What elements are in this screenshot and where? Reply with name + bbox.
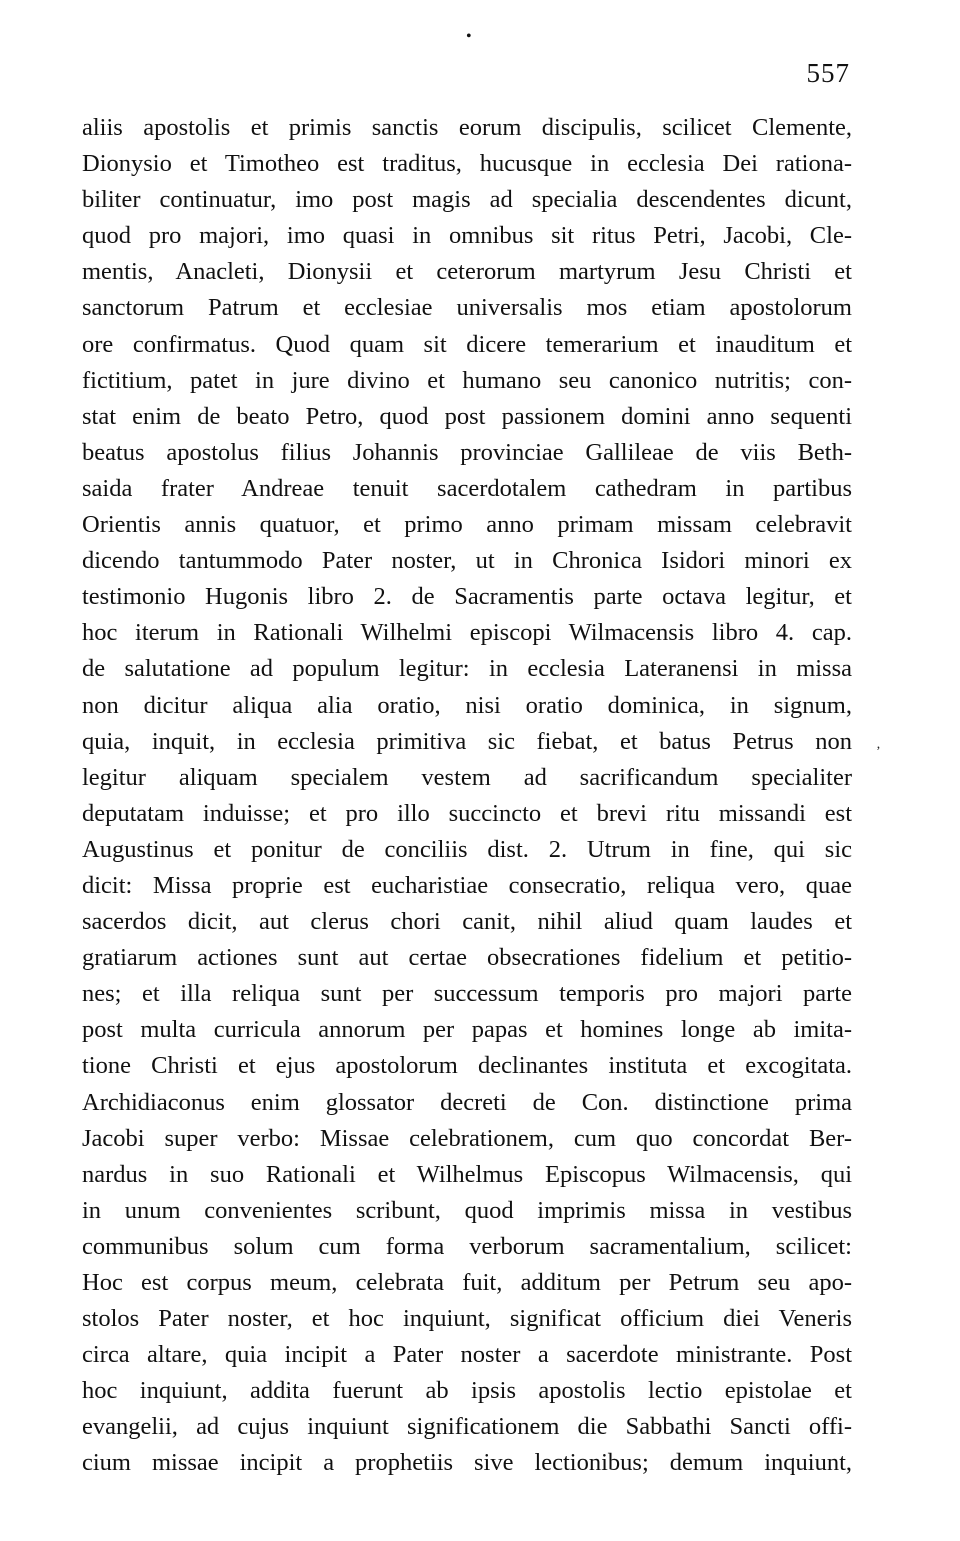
text-line: stat enim de beato Petro, quod post passionem domini anno sequenti <box>82 402 852 430</box>
text-line: quia, inquit, in ecclesia primitiva sic fiebat, et batus Petrus non <box>82 727 852 755</box>
text-line: de salutatione ad populum legitur: in ecclesia Lateranensi in missa <box>82 655 852 683</box>
text-line: ore confirmatus. Quod quam sit dicere temerarium et inauditum et <box>82 330 852 358</box>
text-line: testimonio Hugonis libro 2. de Sacramentis parte octava legitur, et <box>82 583 852 611</box>
text-line: fictitium, patet in jure divino et humano seu canonico nutritis; con- <box>82 366 852 394</box>
text-line: non dicitur aliqua alia oratio, nisi oratio dominica, in signum, <box>82 691 852 719</box>
text-line: legitur aliquam specialem vestem ad sacrificandum specialiter <box>82 763 852 791</box>
text-line: deputatam induisse; et pro illo succincto et brevi ritu missandi est <box>82 799 852 827</box>
text-line: Orientis annis quatuor, et primo anno primam missam celebravit <box>82 511 852 539</box>
text-line: aliis apostolis et primis sanctis eorum discipulis, scilicet Clemente, <box>82 114 852 141</box>
text-line: tione Christi et ejus apostolorum declinantes instituta et excogitata. <box>82 1052 852 1080</box>
text-line: communibus solum cum forma verborum sacramentalium, scilicet: <box>82 1232 852 1260</box>
text-line: Dionysio et Timotheo est traditus, hucusque in ecclesia Dei rationa- <box>82 150 852 178</box>
text-line: Jacobi super verbo: Missae celebrationem, cum quo concordat Ber- <box>82 1124 852 1152</box>
text-line: in unum convenientes scribunt, quod imprimis missa in vestibus <box>82 1196 852 1224</box>
text-line: Archidiaconus enim glossator decreti de Con. distinctione prima <box>82 1088 852 1116</box>
text-line: saida frater Andreae tenuit sacerdotalem cathedram in partibus <box>82 474 852 502</box>
top-mark: • <box>466 28 472 45</box>
body-text <box>82 110 852 1482</box>
page-number: 557 <box>806 58 850 88</box>
text-line: post multa curricula annorum per papas et homines longe ab imita- <box>82 1016 852 1044</box>
text-line: stolos Pater noster, et hoc inquiunt, significat officium diei Veneris <box>82 1305 852 1333</box>
text-line: gratiarum actiones sunt aut certae obsecrationes fidelium et petitio- <box>82 944 852 972</box>
text-line: quod pro majori, imo quasi in omnibus sit ritus Petri, Jacobi, Cle- <box>82 222 852 250</box>
text-line: sacerdos dicit, aut clerus chori canit, nihil aliud quam laudes et <box>82 908 852 936</box>
text-line: dicendo tantummodo Pater noster, ut in Chronica Isidori minori ex <box>82 547 852 575</box>
text-line: nes; et illa reliqua sunt per successum temporis pro majori parte <box>82 980 852 1008</box>
text-line: biliter continuatur, imo post magis ad specialia descendentes dicunt, <box>82 186 852 214</box>
text-line: nardus in suo Rationali et Wilhelmus Episcopus Wilmacensis, qui <box>82 1160 852 1188</box>
text-line: sanctorum Patrum et ecclesiae universalis mos etiam apostolorum <box>82 294 852 322</box>
text-line: beatus apostolus filius Johannis provinciae Gallileae de viis Beth- <box>82 438 852 466</box>
text-line: dicit: Missa proprie est eucharistiae consecratio, reliqua vero, quae <box>82 871 852 899</box>
text-line: Augustinus et ponitur de conciliis dist. 2. Utrum in fine, qui sic <box>82 835 852 863</box>
text-line: mentis, Anacleti, Dionysii et ceterorum martyrum Jesu Christi et <box>82 258 852 286</box>
text-line: hoc iterum in Rationali Wilhelmi episcopi Wilmacensis libro 4. cap. <box>82 619 852 647</box>
text-line: cium missae incipit a prophetiis sive lectionibus; demum inquiunt, <box>82 1449 852 1477</box>
text-line: circa altare, quia incipit a Pater noster a sacerdote ministrante. Post <box>82 1341 852 1369</box>
margin-mark: ‚ <box>876 737 881 752</box>
text-line: hoc inquiunt, addita fuerunt ab ipsis apostolis lectio epistolae et <box>82 1377 852 1405</box>
text-line: evangelii, ad cujus inquiunt significationem die Sabbathi Sancti offi- <box>82 1413 852 1441</box>
text-line: Hoc est corpus meum, celebrata fuit, additum per Petrum seu apo- <box>82 1269 852 1296</box>
